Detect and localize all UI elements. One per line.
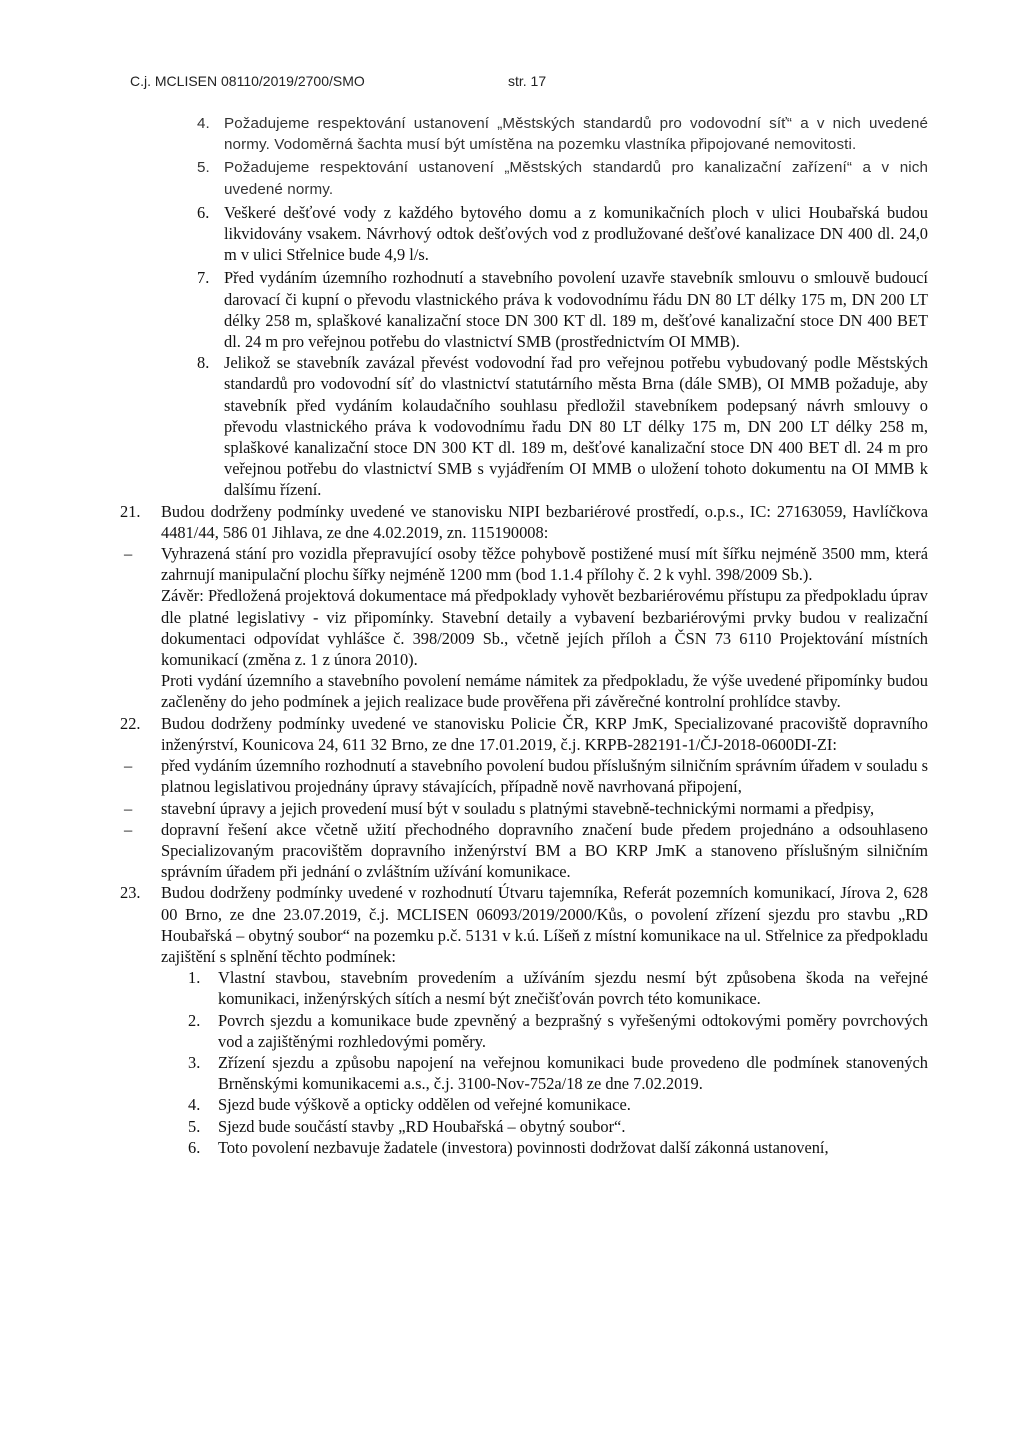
section-number: 22. (120, 713, 141, 733)
paragraph (120, 670, 928, 712)
paragraph (120, 585, 928, 670)
item-text: Před vydáním územního rozhodnutí a stavebního povolení uzavře stavebník smlouvu o smlouvě budoucí darovací či kupní o převodu vlastnického práva k vodovodnímu řádu DN 80 LT délky 175 m, DN 200 LT délky 258 m, splaškové kanalizační stoce DN 300 KT dl. 189 m, dešťové kanalizační stoce DN 400 BET dl. 24 m pro veřejnou potřebu do vlastnictví SMB (prostřednictvím OI MMB). (224, 268, 928, 352)
sub-item (120, 967, 928, 1009)
section-23 (120, 882, 928, 967)
list-item (120, 267, 928, 352)
document-reference: C.j. MCLISEN 08110/2019/2700/SMO (130, 73, 365, 89)
item-text: Požadujeme respektování ustanovení „Městských standardů pro vodovodní síť“ a v nich uvedené normy. Vodoměrná šachta musí být umístěna na pozemku vlastníka připojované nemovitosti. (224, 115, 928, 154)
dash-text: před vydáním územního rozhodnutí a stavebního povolení budou příslušným silničním správním úřadem v souladu s platnou legislativou projednány úpravy stávajících, případně nově navrhovaná připojení, (161, 756, 928, 797)
section-number: 23. (120, 883, 141, 903)
section-text: Budou dodrženy podmínky uvedené ve stanovisku Policie ČR, KRP JmK, Specializované pracoviště dopravního inženýrství, Kounicova 24, 611 32 Brno, ze dne 17.01.2019, č.j. KRPB-282191-1/ČJ-2018-0600DI-ZI: (161, 713, 928, 754)
dash-marker: – (124, 544, 133, 564)
section-number: 21. (120, 501, 141, 521)
section-22 (120, 713, 928, 755)
item-number: 7. (197, 268, 210, 288)
sub-item-text: Vlastní stavbou, stavebním provedením a užíváním sjezdu nesmí být způsobena škoda na veřejné komunikaci, inženýrských sítích a nesmí být znečišťován povrch této komunikace. (218, 968, 928, 1009)
sub-item-number: 6. (188, 1137, 201, 1157)
sub-item (120, 1116, 928, 1137)
dash-item (120, 755, 928, 797)
sub-item-text: Toto povolení nezbavuje žadatele (investora) povinnosti dodržovat další zákonná ustanovení, (218, 1137, 829, 1157)
dash-item (120, 543, 928, 585)
list-item (120, 352, 928, 500)
sub-item-number: 3. (188, 1052, 201, 1072)
dash-marker: – (124, 756, 133, 776)
item-text: Veškeré dešťové vody z každého bytového domu a z komunikačních ploch v ulici Houbařská budou likvidovány vsakem. Návrhový odtok dešťových vod z prodlužované dešťové kanalizace DN 400 dl. 24,0 m v ulici Střelnice bude 4,9 l/s. (224, 202, 928, 265)
list-item (120, 202, 928, 266)
conclusion-text: Závěr: Předložená projektová dokumentace má předpoklady vyhovět bezbariérovému přístupu za předpokladu úprav dle platné legislativy - viz připomínky. Stavební detaily a vybavení bezbariérovými prvky budou v realizační dokumentaci odpovídat vyhlášce č. 398/2009 Sb., včetně jejích příloh a ČSN 73 6110 Projektování místních komunikací (změna z. 1 z února 2010). (161, 586, 928, 670)
objection-text: Proti vydání územního a stavebního povolení nemáme námitek za předpokladu, že výše uvedené připomínky budou začleněny do jeho podmínek a jejich realizace bude prověřena při závěrečné kontrolní prohlídce stavby. (161, 671, 928, 712)
sub-item-number: 1. (188, 968, 201, 988)
sub-item-text: Sjezd bude výškově a opticky oddělen od veřejné komunikace. (218, 1095, 631, 1115)
dash-text: Vyhrazená stání pro vozidla přepravující osoby těžce pohybově postižené musí mít šířku nejméně 3500 mm, která zahrnují manipulační plochu šířky nejméně 1200 mm (bod 1.1.4 přílohy č. 2 k vyhl. 398/2009 Sb.). (161, 544, 928, 585)
sub-item-text: Povrch sjezdu a komunikace bude zpevněný a bezprašný s vyřešenými odtokovými poměry povrchových vod a zajištěnými rozhledovými poměry. (218, 1010, 928, 1051)
sub-item (120, 1010, 928, 1052)
item-number: 4. (197, 115, 210, 132)
dash-item (120, 798, 928, 819)
section-text: Budou dodrženy podmínky uvedené ve stanovisku NIPI bezbariérové prostředí, o.p.s., IC: 27163059, Havlíčkova 4481/44, 586 01 Jihlava, ze dne 4.02.2019, zn. 115190008: (161, 501, 928, 542)
document-body (120, 113, 928, 1158)
sub-item (120, 1052, 928, 1094)
sub-item (120, 1137, 928, 1158)
sub-item (120, 1094, 928, 1115)
sub-item-text: Sjezd bude součástí stavby „RD Houbařská – obytný soubor“. (218, 1116, 626, 1136)
list-item (120, 157, 928, 199)
section-21 (120, 501, 928, 543)
sub-item-number: 4. (188, 1095, 201, 1115)
item-number: 5. (197, 159, 210, 177)
section-text: Budou dodrženy podmínky uvedené v rozhodnutí Útvaru tajemníka, Referát pozemních komunikací, Jírova 2, 628 00 Brno, ze dne 23.07.2019, č.j. MCLISEN 06093/2019/2000/Kůs, o povolení zřízení sjezdu pro stavbu „RD Houbařská – obytný soubor“ na pozemku p.č. 5131 v k.ú. Líšeň z místní komunikace na ul. Střelnice za předpokladu zajištění s splnění těchto podmínek: (161, 883, 928, 966)
page-header (130, 73, 550, 89)
list-item (120, 113, 928, 155)
item-text: Požadujeme respektování ustanovení „Městských standardů pro kanalizační zařízení“ a v nich uvedené normy. (224, 159, 928, 198)
sub-item-text: Zřízení sjezdu a způsobu napojení na veřejnou komunikaci bude provedeno dle podmínek stanovených Brněnskými komunikacemi a.s., č.j. 3100-Nov-752a/18 ze dne 7.02.2019. (218, 1052, 928, 1094)
item-number: 8. (197, 353, 210, 373)
sub-item-number: 5. (188, 1116, 201, 1136)
sub-item-number: 2. (188, 1010, 201, 1030)
dash-marker: – (124, 819, 133, 839)
dash-text: stavební úpravy a jejich provedení musí být v souladu s platnými stavebně-technickými normami a předpisy, (161, 798, 875, 818)
dash-marker: – (124, 798, 133, 818)
item-number: 6. (197, 202, 210, 222)
page-number: str. 17 (508, 73, 547, 89)
dash-item (120, 819, 928, 883)
item-text: Jelikož se stavebník zavázal převést vodovodní řad pro veřejnou potřebu vybudovaný podle Městských standardů pro vodovodní síť do vlastnictví statutárního města Brna (dále SMB), OI MMB požaduje, aby stavebník před vydáním kolaudačního souhlasu předložil stavebníkem podepsaný návrh smlouvy o převodu vlastnického práva k vodovodnímu řadu DN 80 LT délky 175 m, DN 200 LT délky 258 m, splaškové kanalizační stoce DN 300 KT dl. 189 m, dešťové kanalizační stoce DN 400 BET dl. 24 m pro veřejnou potřebu do vlastnictví SMB s vyjádřením OI MMB o uložení tohoto dokumentu na OI MMB k dalšímu řízení. (224, 353, 928, 500)
dash-text: dopravní řešení akce včetně užití přechodného dopravního značení bude předem projednáno a odsouhlaseno Specializovaným pracovištěm dopravního inženýrství BM a BO KRP JmK a stanoveno příslušným silničním správním úřadem při jednání o zvláštním užívání komunikace. (161, 819, 928, 882)
